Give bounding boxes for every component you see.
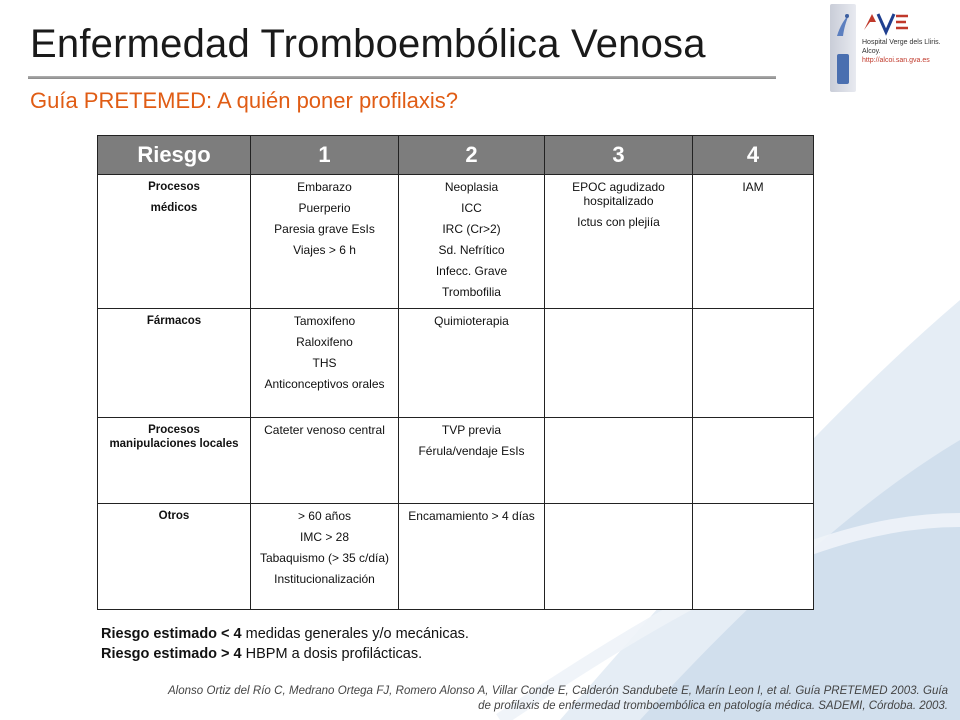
cell-item: Embarazo: [297, 180, 352, 194]
cell-item: Infecc. Grave: [435, 264, 508, 278]
cell-item: Encamamiento > 4 días: [408, 509, 535, 523]
cell-item: Neoplasia: [444, 180, 499, 194]
table-cell: [545, 175, 693, 309]
table-cell: [251, 504, 399, 610]
row-label-line: médicos: [150, 202, 198, 214]
cell-item: TVP previa: [441, 423, 502, 437]
table-cell-empty: [693, 504, 814, 610]
header-riesgo: Riesgo: [98, 136, 251, 175]
logo-line-1: Hospital Verge dels Lliris.: [862, 39, 941, 46]
cell-item: IRC (Cr>2): [442, 222, 501, 236]
table-cell: [251, 309, 399, 418]
cell-item: Anticonceptivos orales: [264, 377, 385, 391]
cell-item: Tabaquismo (> 35 c/día): [259, 551, 390, 565]
cell-item: Ictus con plejiía: [577, 215, 660, 229]
risk-estimates: [101, 624, 469, 664]
row-label-procesos-medicos: [98, 175, 251, 309]
cell-item: IAM: [742, 180, 764, 194]
slide-subtitle: Guía PRETEMED: A quién poner profilaxis?: [30, 88, 458, 113]
cell-item: Puerperio: [298, 201, 351, 215]
cell-item: Quimioterapia: [434, 314, 509, 328]
estimate-text: HBPM a dosis profilácticas.: [245, 646, 423, 662]
cell-item: Sd. Nefrítico: [438, 243, 505, 257]
cell-item: Trombofilia: [442, 285, 501, 299]
logo-strip: [830, 4, 856, 92]
table-cell: [251, 418, 399, 504]
cell-item: > 60 años: [297, 509, 352, 523]
estimate-label: Riesgo estimado < 4: [101, 626, 242, 642]
table-cell-empty: [693, 309, 814, 418]
estimate-label: Riesgo estimado > 4: [101, 646, 242, 662]
cell-item: Institucionalización: [274, 572, 375, 586]
row-label-procesos-manipulaciones: [98, 418, 251, 504]
cell-item: Tamoxifeno: [293, 314, 356, 328]
table-cell-empty: [545, 418, 693, 504]
row-label-line: Procesos manipulaciones locales: [109, 424, 239, 450]
table-cell: [693, 175, 814, 309]
logo-caption: [862, 38, 960, 65]
table-cell-empty: [545, 309, 693, 418]
logo-bar: [837, 54, 849, 84]
estimate-line-high: [101, 644, 469, 664]
row-label-otros: [98, 504, 251, 610]
citation: Alonso Ortiz del Río C, Medrano Ortega FJ, Romero Alonso A, Villar Conde E, Calderón Sandubete E, Marín Leon I, et al. Guía PRETEMED 2003. Guía de profilaxis de enfermedad tromboembólica en patología médica. SADEMI, Córdoba. 2003.: [168, 685, 948, 712]
row-label-farmacos: [98, 309, 251, 418]
gva-logo-icon: [862, 10, 912, 36]
cell-item: EPOC agudizado hospitalizado: [572, 180, 665, 208]
header-level-1: 1: [251, 136, 399, 175]
cell-item: THS: [312, 356, 337, 370]
slide-title: Enfermedad Tromboembólica Venosa: [30, 22, 706, 66]
table-row: [98, 504, 814, 610]
cell-item: Paresia grave EsIs: [274, 222, 375, 236]
hospital-logo: [830, 4, 960, 94]
table-row: [98, 175, 814, 309]
table-cell: [399, 175, 545, 309]
cell-item: IMC > 28: [299, 530, 350, 544]
row-label-line: Procesos: [148, 181, 200, 193]
cell-item: Cateter venoso central: [264, 423, 385, 437]
cell-item: Viajes > 6 h: [293, 243, 356, 257]
table-header-row: [98, 136, 814, 175]
header-level-3: 3: [545, 136, 693, 175]
table-cell: [399, 309, 545, 418]
table-cell: [251, 175, 399, 309]
logo-line-2: Alcoy.: [862, 48, 881, 55]
table-cell-empty: [693, 418, 814, 504]
row-label-line: Fármacos: [146, 315, 202, 327]
estimate-line-low: [101, 624, 469, 644]
table-cell-empty: [545, 504, 693, 610]
table-cell: [399, 418, 545, 504]
cell-item: ICC: [461, 201, 482, 215]
risk-table: [97, 135, 814, 610]
table-row: [98, 309, 814, 418]
title-divider: [28, 76, 776, 79]
header-level-2: 2: [399, 136, 545, 175]
figure-icon: [834, 12, 852, 38]
header-level-4: 4: [693, 136, 814, 175]
row-label-line: Otros: [158, 510, 190, 522]
logo-url: http://alcoi.san.gva.es: [862, 57, 930, 64]
estimate-text: medidas generales y/o mecánicas.: [245, 626, 469, 642]
table-row: [98, 418, 814, 504]
cell-item: Raloxifeno: [296, 335, 353, 349]
table-cell: [399, 504, 545, 610]
cell-item: Férula/vendaje EsIs: [418, 444, 525, 458]
